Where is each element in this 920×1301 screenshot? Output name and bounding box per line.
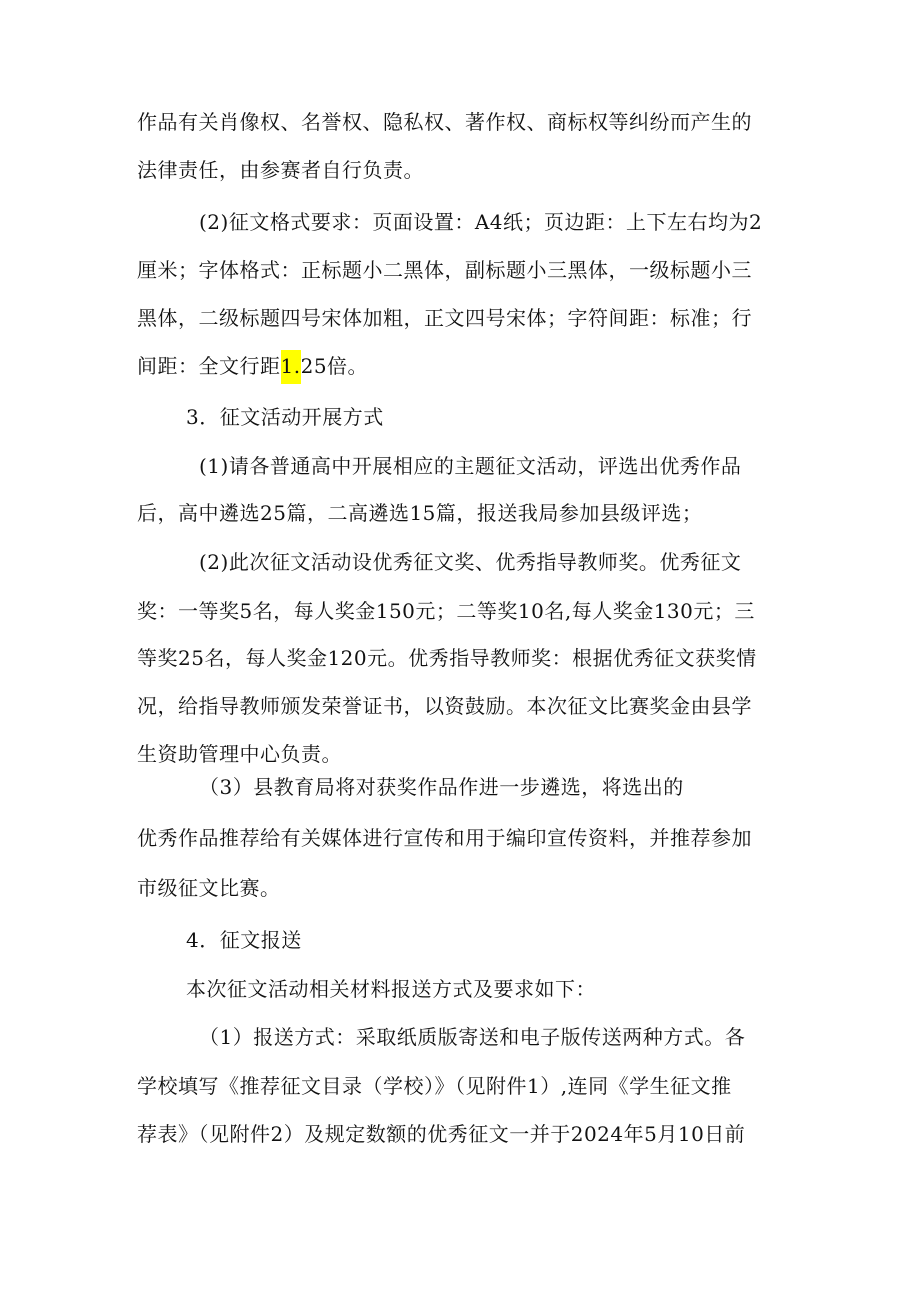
paragraph-line: 荐表》（见附件2）及规定数额的优秀征文一并于2024年5月10日前 [137, 1122, 746, 1146]
section-heading: 4．征文报送 [186, 928, 302, 952]
paragraph-line: 后，高中遴选25篇，二高遴选15篇，报送我局参加县级评选； [137, 501, 703, 525]
paragraph-line: (2)征文格式要求：页面设置：A4纸；页边距：上下左右均为2 [199, 210, 763, 234]
paragraph-line: （1）报送方式：采取纸质版寄送和电子版传送两种方式。各 [199, 1025, 746, 1049]
line-text: 25倍。 [300, 354, 369, 378]
paragraph-line: 况，给指导教师颁发荣誉证书，以资鼓励。本次征文比赛奖金由县学 [137, 694, 752, 718]
paragraph-line: 法律责任，由参赛者自行负责。 [137, 158, 424, 182]
paragraph-line: 学校填写《推荐征文目录（学校）》（见附件1）,连同《学生征文推 [137, 1074, 732, 1098]
paragraph-line: 作品有关肖像权、名誉权、隐私权、著作权、商标权等纠纷而产生的 [137, 110, 752, 134]
paragraph-line: 生资助管理中心负责。 [137, 742, 342, 766]
paragraph-line: 优秀作品推荐给有关媒体进行宣传和用于编印宣传资料，并推荐参加 [137, 826, 752, 850]
paragraph-line: (1)请各普通高中开展相应的主题征文活动，评选出优秀作品 [199, 454, 742, 478]
paragraph-line: 奖：一等奖5名，每人奖金150元；二等奖10名,每人奖金130元；三 [137, 599, 755, 623]
paragraph-line: 厘米；字体格式：正标题小二黑体，副标题小三黑体，一级标题小三 [137, 258, 752, 282]
paragraph-line: 黑体，二级标题四号宋体加粗，正文四号宋体；字符间距：标准；行 [137, 306, 752, 330]
paragraph-line: (2)此次征文活动设优秀征文奖、优秀指导教师奖。优秀征文 [199, 550, 742, 574]
paragraph-line: 本次征文活动相关材料报送方式及要求如下： [186, 977, 596, 1001]
paragraph-line [137, 351, 368, 381]
paragraph-line: 市级征文比赛。 [137, 876, 281, 900]
paragraph-line: （3）县教育局将对获奖作品作进一步遴选，将选出的 [199, 775, 684, 799]
line-text: 间距：全文行距 [137, 354, 281, 378]
highlighted-text: 1. [281, 350, 301, 384]
section-heading: 3．征文活动开展方式 [186, 405, 384, 429]
paragraph-line: 等奖25名，每人奖金120元。优秀指导教师奖：根据优秀征文获奖情 [137, 646, 757, 670]
